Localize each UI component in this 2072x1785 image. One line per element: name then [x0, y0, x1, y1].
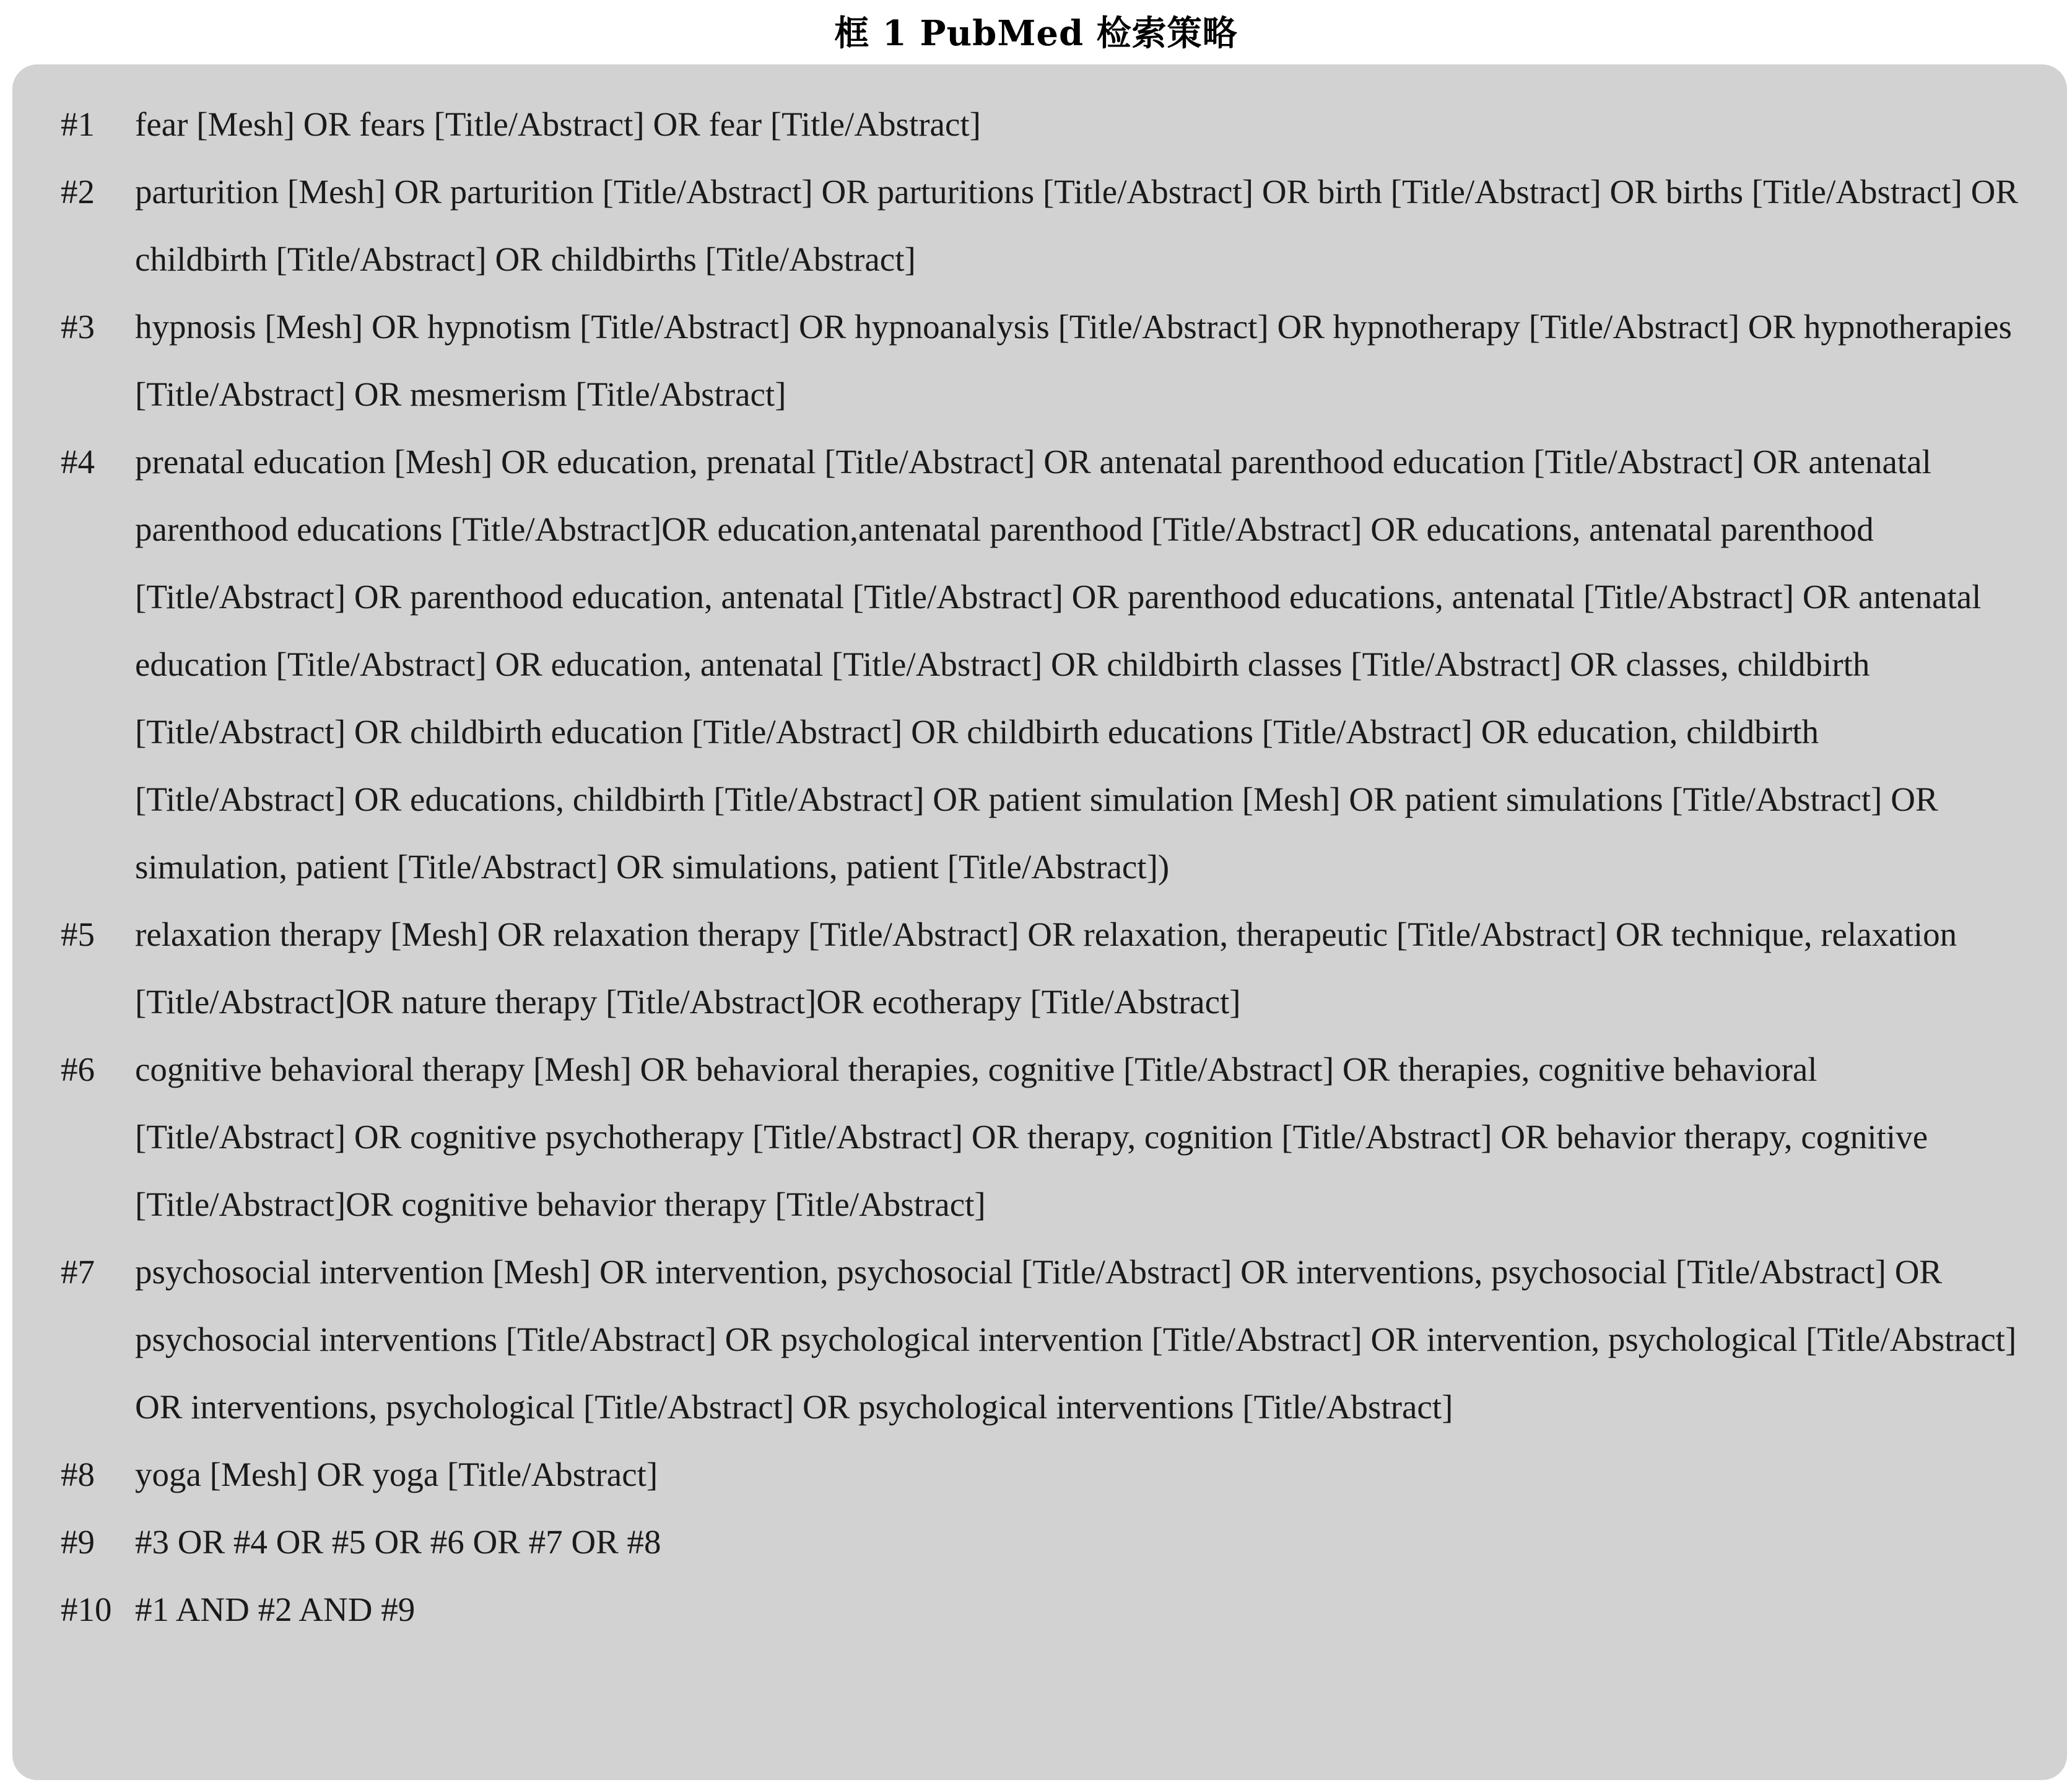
search-line-6 [61, 1036, 2030, 1238]
search-line-text: parturition [Mesh] OR parturition [Title/Abstract] OR parturitions [Title/Abstract] OR birth [Title/Abstract] OR births [Title/Abstract] OR childbirth [Title/Abstract] OR childbirths [Title/Abstract] [135, 173, 2019, 278]
search-line-1 [61, 90, 2030, 158]
search-line-number: #5 [61, 915, 95, 953]
search-line-number: #1 [61, 105, 95, 143]
search-line-number: #3 [61, 308, 95, 346]
search-line-text: relaxation therapy [Mesh] OR relaxation therapy [Title/Abstract] OR relaxation, therapeutic [Title/Abstract] OR technique, relaxation [Title/Abstract]OR nature therapy [Title/Abstract]OR ecotherapy [Title/Abstract] [135, 915, 1957, 1021]
search-line-5 [61, 901, 2030, 1036]
search-strategy-panel [12, 64, 2067, 1780]
search-line-number: #7 [61, 1253, 95, 1291]
search-line-number: #8 [61, 1455, 95, 1493]
search-line-7 [61, 1238, 2030, 1441]
search-line-text: #3 OR #4 OR #5 OR #6 OR #7 OR #8 [135, 1523, 661, 1561]
search-line-number: #6 [61, 1050, 95, 1088]
search-line-number: #10 [61, 1591, 112, 1628]
search-line-text: cognitive behavioral therapy [Mesh] OR behavioral therapies, cognitive [Title/Abstract] OR therapies, cognitive behavioral [Title/Abstract] OR cognitive psychotherapy [Title/Abstract] OR therapy, cognition [Title/Abstract] OR behavior therapy, cognitive [Title/Abstract]OR cognitive behavior therapy [Title/Abstract] [135, 1050, 1928, 1223]
search-line-2 [61, 158, 2030, 293]
search-line-3 [61, 293, 2030, 428]
search-line-10 [61, 1576, 2030, 1643]
search-line-text: #1 AND #2 AND #9 [135, 1591, 416, 1628]
search-line-text: psychosocial intervention [Mesh] OR intervention, psychosocial [Title/Abstract] OR interventions, psychosocial [Title/Abstract] OR psychosocial interventions [Title/Abstract] OR psychological intervention [Title/Abstract] OR intervention, psychological [Title/Abstract] OR interventions, psychological [Title/Abstract] OR psychological interventions [Title/Abstract] [135, 1253, 2017, 1426]
search-line-4 [61, 428, 2030, 901]
search-line-number: #2 [61, 173, 95, 211]
search-line-text: prenatal education [Mesh] OR education, prenatal [Title/Abstract] OR antenatal parenthood education [Title/Abstract] OR antenatal parenthood educations [Title/Abstract]OR education,antenatal parenthood [Title/Abstract] OR educations, antenatal parenthood [Title/Abstract] OR parenthood education, antenatal [Title/Abstract] OR parenthood educations, antenatal [Title/Abstract] OR antenatal education [Title/Abstract] OR education, antenatal [Title/Abstract] OR childbirth classes [Title/Abstract] OR classes, childbirth [Title/Abstract] OR childbirth education [Title/Abstract] OR childbirth educations [Title/Abstract] OR education, childbirth [Title/Abstract] OR educations, childbirth [Title/Abstract] OR patient simulation [Mesh] OR patient simulations [Title/Abstract] OR simulation, patient [Title/Abstract] OR simulations, patient [Title/Abstract]) [135, 443, 1982, 886]
search-line-text: hypnosis [Mesh] OR hypnotism [Title/Abstract] OR hypnoanalysis [Title/Abstract] OR hypnotherapy [Title/Abstract] OR hypnotherapies [Title/Abstract] OR mesmerism [Title/Abstract] [135, 308, 2012, 413]
search-line-text: fear [Mesh] OR fears [Title/Abstract] OR fear [Title/Abstract] [135, 105, 981, 143]
search-line-text: yoga [Mesh] OR yoga [Title/Abstract] [135, 1455, 658, 1493]
search-line-number: #4 [61, 443, 95, 481]
search-line-9 [61, 1508, 2030, 1576]
box-title: 框 1 PubMed 检索策略 [834, 13, 1238, 54]
search-line-number: #9 [61, 1523, 95, 1561]
search-line-8 [61, 1441, 2030, 1508]
